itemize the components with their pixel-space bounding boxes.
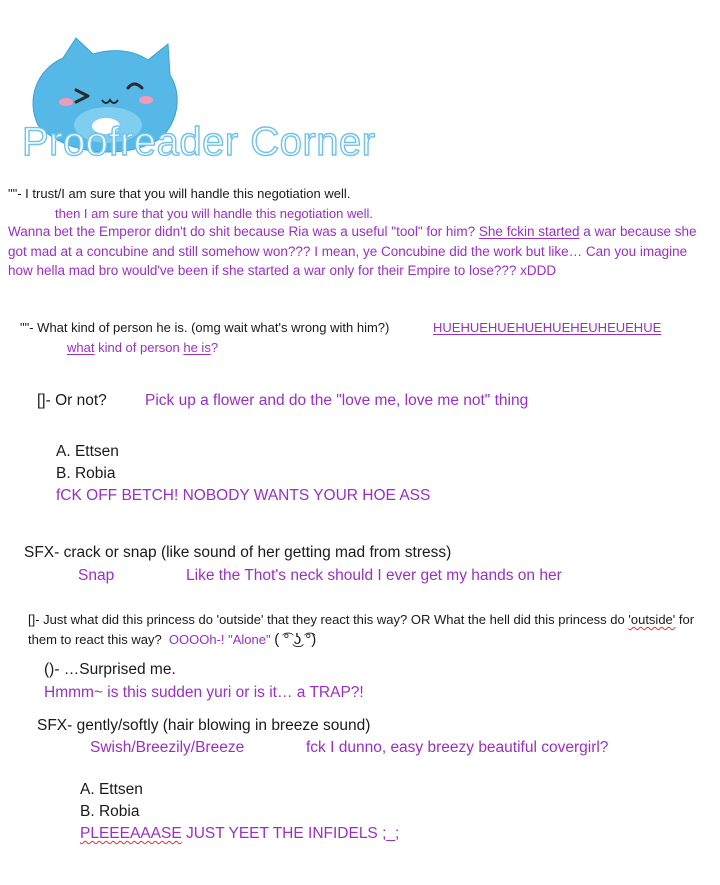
original-line: ()- …Surprised me. <box>44 661 176 678</box>
comment-paragraph: Wanna bet the Emperor didn't do shit because Ria was a useful "tool" for him? She fckin started a war because she got mad at a concubine and still somehow won??? I mean, ye Concubine did the work but like… Can you imagine how hella mad bro would've been if she started a war only for their Empire to lose??? xDDD <box>8 224 697 278</box>
original-line: ""- I trust/I am sure that you will handle this negotiation well. <box>8 186 351 201</box>
sfx-word: Swish/Breezily/Breeze <box>90 739 245 756</box>
comment: Like the Thot's neck should I ever get my hands on her <box>186 567 562 584</box>
comment: OOOOh-! "Alone" <box>168 632 271 647</box>
original-line: []- Or not? <box>37 392 107 409</box>
comment: Hmmm~ is this sudden yuri or is it… a TRAP?! <box>44 684 364 701</box>
correction-line: what kind of person he is? <box>67 340 219 355</box>
comment: Pick up a flower and do the "love me, love me not" thing <box>145 392 529 409</box>
option-a: A. Ettsen <box>56 443 119 460</box>
sfx-word: Snap <box>78 567 115 584</box>
sfx-line: SFX- gently/softly (hair blowing in breeze sound) <box>37 717 371 734</box>
option-b: B. Robia <box>56 465 116 482</box>
page-title: Proofreader Corner <box>22 120 376 164</box>
laugh-comment: HUEHUEHUEHUEHUEHEUHEUEHUE <box>433 320 662 335</box>
sfx-line: SFX- crack or snap (like sound of her getting mad from stress) <box>24 544 452 561</box>
correction-line: then I am sure that you will handle this negotiation well. <box>55 206 373 221</box>
option-a: A. Ettsen <box>80 781 143 798</box>
original-paragraph: []- Just what did this princess do 'outside' that they react this way? OR What the hell did this princess do 'outside' for them to react this way? OOOOh-! "Alone" ( ͡° ͜ʖ ͡°) <box>28 612 695 648</box>
comment: fck I dunno, easy breezy beautiful covergirl? <box>306 739 609 756</box>
spellcheck-flag: She fckin started <box>478 224 580 239</box>
comment: fCK OFF BETCH! NOBODY WANTS YOUR HOE ASS <box>56 487 431 504</box>
comment: PLEEEAAASE JUST YEET THE INFIDELS ;_; <box>80 825 400 842</box>
original-line: ""- What kind of person he is. (omg wait what's wrong with him?) <box>20 320 390 335</box>
lenny-face: ( ͡° ͜ʖ ͡°) <box>274 631 317 648</box>
option-b: B. Robia <box>80 803 140 820</box>
